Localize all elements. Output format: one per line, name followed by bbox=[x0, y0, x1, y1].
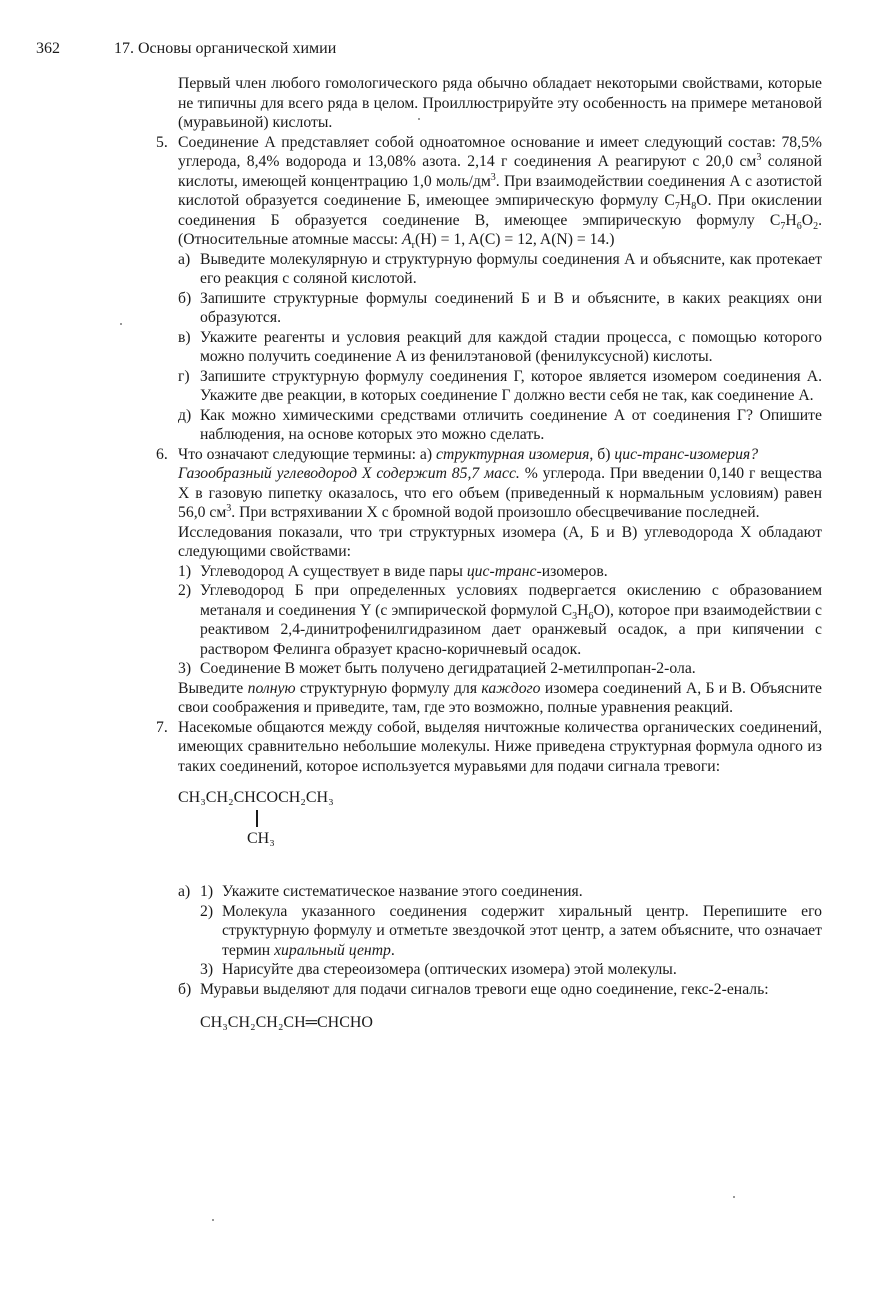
text-fragment: . При встряхивании X с бромной водой произошло обесцвечивание последней. bbox=[231, 504, 760, 521]
scan-speck bbox=[120, 323, 122, 325]
sub-item bbox=[200, 882, 822, 902]
text-fragment: Молекула указанного соединения содержит хиральный центр. Перепишите его структурную формулу и отметьте звездочкой этот центр, а затем объясните, что означает термин bbox=[222, 902, 822, 959]
item-label: б) bbox=[178, 289, 192, 307]
intro-paragraph: Первый член любого гомологического ряда обычно обладает некоторыми свойствами, которые не типичны для всего ряда в целом. Проиллюстрируйте эту особенность на примере метановой (муравьиной) кислоты. bbox=[178, 75, 822, 131]
text-fragment: структурную формулу для bbox=[295, 679, 482, 697]
formula-branch: CH₃ bbox=[247, 830, 275, 847]
term-italic: структурная изомерия bbox=[436, 445, 590, 463]
item-label: 1) bbox=[178, 562, 192, 580]
bond-line bbox=[256, 810, 258, 827]
text-italic: каждого bbox=[481, 679, 541, 697]
sub-item bbox=[178, 960, 822, 980]
text-fragment: O), которое при взаимодействии с реактивом 2,4-динитрофенилгидразином дает оранжевый осадок, а при кипячении с раствором Фелинга образует красно-коричневый осадок. bbox=[200, 601, 823, 658]
question-number: 5. bbox=[156, 133, 168, 151]
list-item bbox=[178, 659, 822, 679]
question-6-terms bbox=[178, 445, 822, 465]
subscript: 2 bbox=[813, 220, 819, 232]
structural-formula bbox=[178, 788, 822, 858]
chapter-title: 17. Основы органической химии bbox=[114, 40, 337, 57]
scan-speck bbox=[212, 1219, 214, 1221]
superscript: 3 bbox=[490, 171, 496, 183]
text-fragment: Выведите bbox=[178, 679, 248, 697]
superscript: 3 bbox=[226, 502, 232, 514]
item-text: Укажите реагенты и условия реакций для каждой стадии процесса, с помощью которого можно получить соединение А из фенилэтановой (фенилуксусной) кислоты. bbox=[200, 328, 822, 365]
symbol-italic: A bbox=[402, 231, 412, 248]
text-fragment: . При взаимодействии соединения А с азотистой кислотой образуется соединение Б, имеющее эмпирическую формулу C bbox=[178, 172, 822, 209]
item-label: г) bbox=[178, 367, 190, 385]
item-label: 3) bbox=[178, 660, 192, 677]
item-label: в) bbox=[178, 328, 191, 346]
text-fragment: O bbox=[801, 211, 814, 229]
item-text bbox=[200, 562, 822, 582]
condensed-formula: CH₃CH₂CH₂CH═CHCHO bbox=[200, 1014, 373, 1031]
item-label: д) bbox=[178, 406, 192, 424]
text-fragment: Углеводород А существует в виде пары bbox=[200, 562, 467, 580]
item-text: Соединение В может быть получено дегидратацией 2-метилпропан-2-ола. bbox=[200, 660, 696, 677]
part-b bbox=[178, 980, 822, 1000]
subscript: 6 bbox=[796, 220, 802, 232]
text-fragment: . bbox=[390, 941, 395, 959]
text-fragment: , б) bbox=[589, 445, 615, 463]
item-text: Запишите структурные формулы соединений Б и В и объясните, в каких реакциях они образуются. bbox=[200, 289, 822, 326]
list-item bbox=[178, 562, 822, 582]
scan-speck bbox=[733, 1196, 735, 1198]
item-text: Выведите молекулярную и структурную формулы соединения А и объясните, как протекает его реакция с соляной кислотой. bbox=[200, 250, 822, 287]
text-fragment: Что означают следующие термины: а) bbox=[178, 445, 437, 463]
question-6-final bbox=[178, 679, 822, 718]
item-text: Как можно химическими средствами отличить соединение А от соединения Г? Опишите наблюдения, на основе которых это можно сделать. bbox=[200, 406, 822, 443]
text-fragment: соляной кислоты, имеющей концентрацию 1,0 моль/дм bbox=[178, 153, 822, 190]
list-item bbox=[178, 581, 822, 659]
question-7 bbox=[156, 718, 822, 1033]
subscript: r bbox=[411, 240, 415, 252]
item-label: 3) bbox=[200, 961, 214, 978]
page-number: 362 bbox=[36, 40, 60, 57]
text-fragment: Соединение А представляет собой одноатомное основание и имеет следующий состав: 78,5% углерода, 8,4% водорода и 13,08% азота. 2,14 г соединения А реагируют с 20,0 см bbox=[178, 133, 822, 170]
subscript: 7 bbox=[780, 220, 786, 232]
list-item bbox=[178, 406, 822, 445]
subscript: 7 bbox=[674, 201, 680, 213]
question-6-paragraph bbox=[178, 464, 822, 523]
item-text: Нарисуйте два стереоизомера (оптических изомера) этой молекулы. bbox=[222, 961, 677, 978]
item-label: 2) bbox=[178, 582, 192, 599]
item-label: а) bbox=[178, 250, 191, 268]
question-number: 7. bbox=[156, 718, 168, 736]
text-fragment: H bbox=[785, 211, 797, 229]
item-text: Муравьи выделяют для подачи сигналов тревоги еще одно соединение, гекс-2-еналь: bbox=[200, 980, 769, 998]
subscript: 8 bbox=[691, 201, 697, 213]
text-fragment: . (Относительные атомные массы: bbox=[178, 211, 822, 248]
page-header bbox=[36, 40, 336, 58]
text-fragment: % углерода. При введении 0,140 г вещества X в газовую пипетку оказалось, что его объем (приведенный к нормальным условиям) равен 56,0 см bbox=[178, 465, 822, 521]
term-italic: цис-транс-изомерия? bbox=[614, 445, 759, 463]
list-item bbox=[178, 328, 822, 367]
item-label: 1) bbox=[200, 883, 214, 900]
item-text bbox=[200, 581, 822, 659]
list-item bbox=[178, 289, 822, 328]
sub-item bbox=[178, 902, 822, 961]
list-item bbox=[178, 250, 822, 289]
text-fragment: (H) = 1, A(C) = 12, A(N) = 14.) bbox=[414, 231, 615, 248]
text-fragment: -изомеров. bbox=[536, 562, 608, 580]
text-italic: хиральный центр bbox=[274, 941, 391, 959]
formula-main-chain: CH₃CH₂CHCOCH₂CH₃ bbox=[178, 789, 334, 806]
text-italic: цис-транс bbox=[466, 562, 537, 580]
page-body bbox=[156, 74, 823, 1033]
item-label: б) bbox=[178, 980, 192, 998]
text-italic: Газообразный углеводород X содержит 85,7 масс. bbox=[178, 465, 520, 482]
superscript: 3 bbox=[756, 151, 762, 163]
scan-speck bbox=[418, 118, 420, 120]
question-5-text bbox=[178, 133, 822, 250]
subscript: 3 bbox=[572, 610, 578, 622]
text-fragment: H bbox=[679, 192, 692, 209]
text-fragment: Углеводород Б при определенных условиях подвергается окислению с образованием метаналя и соединения Y (с эмпирической формулой C bbox=[200, 582, 822, 619]
text-fragment: O. При окислении соединения Б образуется соединение В, имеющее эмпирическую формулу C bbox=[178, 192, 822, 229]
text-fragment: изомера соединений А, Б и В. Объясните свои соображения и приведите, там, где это возможно, полные уравнения реакций. bbox=[178, 679, 822, 716]
item-text: Укажите систематическое название этого соединения. bbox=[222, 883, 583, 900]
item-label: а) bbox=[178, 883, 191, 900]
item-text: Запишите структурную формулу соединения Г, которое является изомером соединения А. Укажите две реакции, в которых соединение Г должно вести себя не так, как соединение А. bbox=[200, 367, 822, 404]
question-6-paragraph: Исследования показали, что три структурных изомера (А, Б и В) углеводорода X обладают следующими свойствами: bbox=[178, 523, 822, 560]
question-6 bbox=[156, 445, 823, 718]
text-fragment: H bbox=[577, 601, 589, 619]
subscript: 6 bbox=[588, 610, 594, 622]
question-number: 6. bbox=[156, 445, 168, 463]
text-italic: полную bbox=[247, 679, 296, 697]
item-text bbox=[222, 902, 822, 961]
list-item bbox=[178, 367, 822, 406]
part-a bbox=[178, 882, 822, 902]
question-7-text: Насекомые общаются между собой, выделяя ничтожные количества органических соединений, имеющих сравнительно небольшие молекулы. Ниже приведена структурная формула одного из таких соединений, которое используется муравьями для подачи сигнала тревоги: bbox=[178, 718, 822, 775]
item-label: 2) bbox=[200, 902, 214, 920]
question-5 bbox=[156, 133, 822, 445]
